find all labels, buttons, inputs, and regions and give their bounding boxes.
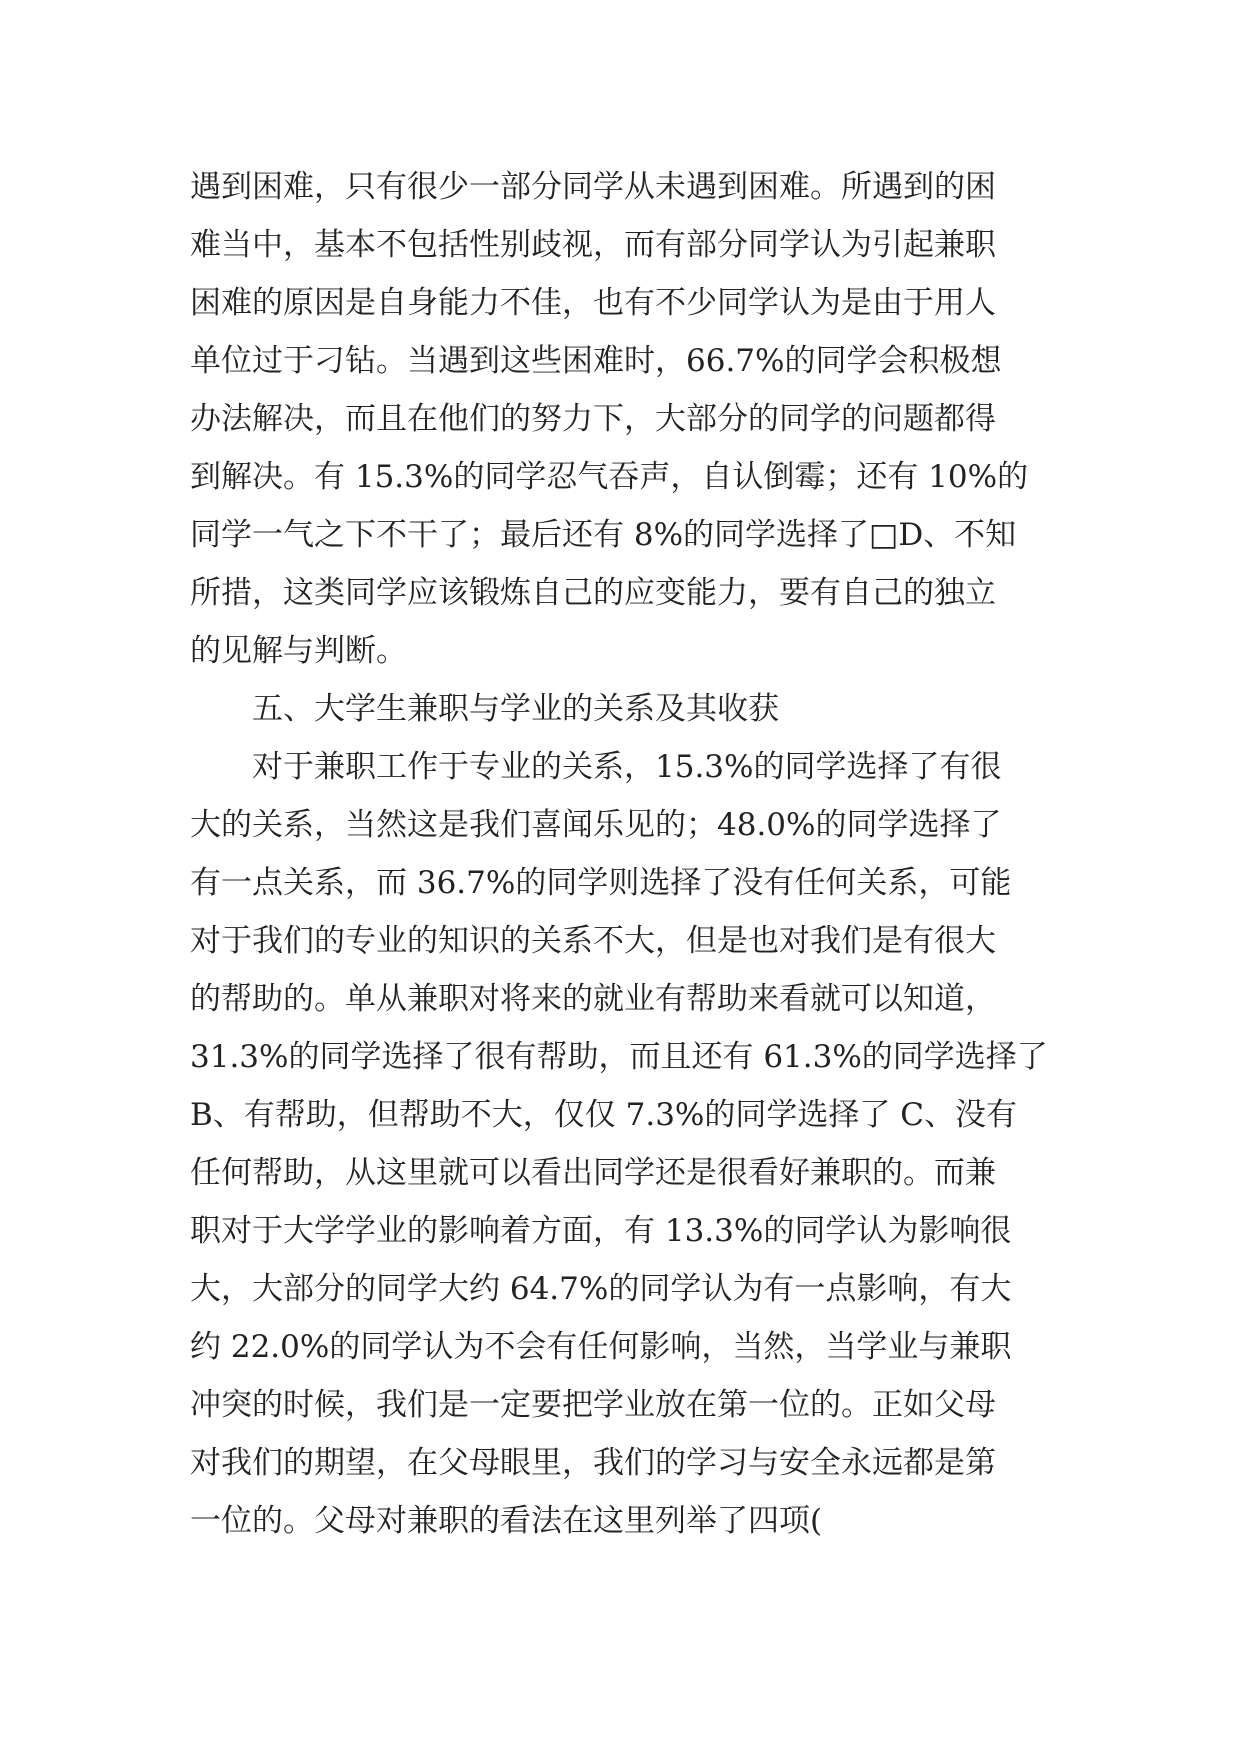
paragraph-line: 31.3%的同学选择了很有帮助，而且还有 61.3%的同学选择了 bbox=[190, 1039, 1048, 1075]
paragraph-line: B、有帮助，但帮助不大，仅仅 7.3%的同学选择了 C、没有 bbox=[190, 1097, 1017, 1133]
paragraph-line: 单位过于刁钻。当遇到这些困难时，66.7%的同学会积极想 bbox=[190, 343, 1002, 379]
paragraph-line: 的帮助的。单从兼职对将来的就业有帮助来看就可以知道， bbox=[190, 981, 996, 1017]
paragraph-line: 难当中，基本不包括性别歧视，而有部分同学认为引起兼职 bbox=[190, 227, 996, 263]
paragraph-line: 困难的原因是自身能力不佳，也有不少同学认为是由于用人 bbox=[190, 285, 996, 321]
section-heading: 五、大学生兼职与学业的关系及其收获 bbox=[252, 691, 779, 727]
paragraph-line: 对于兼职工作于专业的关系，15.3%的同学选择了有很 bbox=[252, 749, 1002, 785]
paragraph-line: 对于我们的专业的知识的关系不大，但是也对我们是有很大 bbox=[190, 923, 996, 959]
paragraph-line: 约 22.0%的同学认为不会有任何影响，当然，当学业与兼职 bbox=[190, 1329, 1012, 1365]
paragraph-line: 的见解与判断。 bbox=[190, 633, 407, 669]
paragraph-line: 有一点关系，而 36.7%的同学则选择了没有任何关系，可能 bbox=[190, 865, 1012, 901]
paragraph-line: 所措，这类同学应该锻炼自己的应变能力，要有自己的独立 bbox=[190, 575, 996, 611]
paragraph-line: 到解决。有 15.3%的同学忍气吞声，自认倒霉；还有 10%的 bbox=[190, 459, 1029, 495]
paragraph-line: 任何帮助，从这里就可以看出同学还是很看好兼职的。而兼 bbox=[190, 1155, 996, 1191]
paragraph-line: 一位的。父母对兼职的看法在这里列举了四项( bbox=[190, 1503, 823, 1539]
paragraph-line: 同学一气之下不干了；最后还有 8%的同学选择了□D、不知 bbox=[190, 517, 1017, 553]
paragraph-line: 大的关系，当然这是我们喜闻乐见的；48.0%的同学选择了 bbox=[190, 807, 1002, 843]
paragraph-line: 大，大部分的同学大约 64.7%的同学认为有一点影响，有大 bbox=[190, 1271, 1012, 1307]
paragraph-line: 办法解决，而且在他们的努力下，大部分的同学的问题都得 bbox=[190, 401, 996, 437]
document-body bbox=[190, 158, 1060, 1550]
paragraph-line: 对我们的期望，在父母眼里，我们的学习与安全永远都是第 bbox=[190, 1445, 996, 1481]
paragraph-line: 职对于大学学业的影响着方面，有 13.3%的同学认为影响很 bbox=[190, 1213, 1012, 1249]
paragraph-line: 冲突的时候，我们是一定要把学业放在第一位的。正如父母 bbox=[190, 1387, 996, 1423]
paragraph-line: 遇到困难，只有很少一部分同学从未遇到困难。所遇到的困 bbox=[190, 169, 996, 205]
